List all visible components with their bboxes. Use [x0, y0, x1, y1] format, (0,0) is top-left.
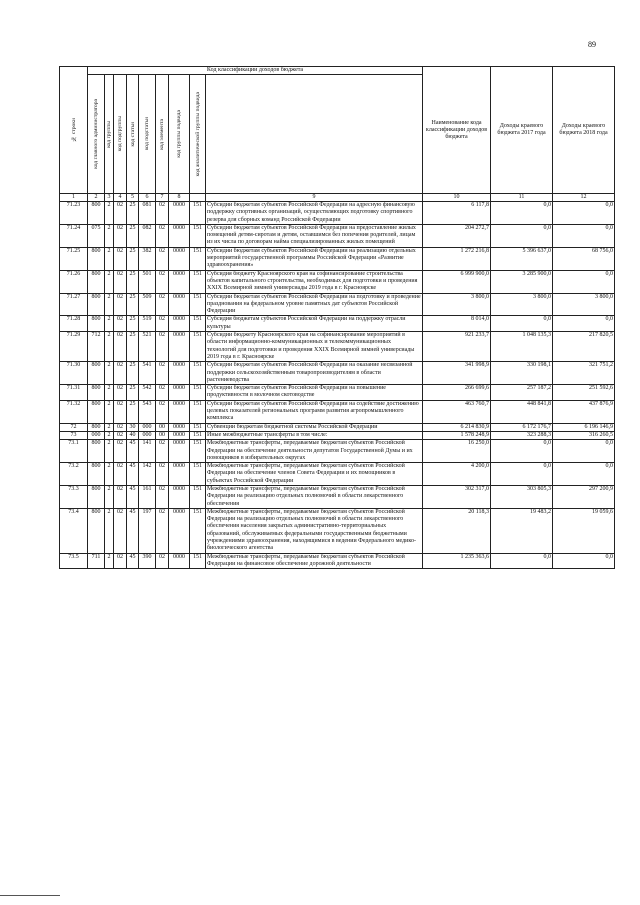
- table-body: [60, 202, 615, 569]
- admin-code: 800: [88, 247, 105, 270]
- admin-code: 800: [88, 423, 105, 431]
- revenue-2019: 0,0: [553, 316, 615, 332]
- admin-code: 800: [88, 485, 105, 508]
- revenue-2017: 6 999 900,0: [423, 270, 491, 293]
- subgroup-code: 02: [114, 400, 127, 423]
- analytic-code: 151: [190, 362, 206, 385]
- article-code: 25: [127, 293, 139, 316]
- table-row: [60, 423, 615, 431]
- col-num: 5: [127, 194, 139, 202]
- table-row: [60, 553, 615, 569]
- row-number: 73.3: [60, 485, 88, 508]
- col-num: 3: [105, 194, 114, 202]
- subgroup-code: 02: [114, 485, 127, 508]
- subarticle-code: 390: [139, 553, 156, 569]
- group-code: 2: [105, 270, 114, 293]
- row-number: 73.4: [60, 508, 88, 553]
- group-code: 2: [105, 224, 114, 247]
- element-code: 02: [156, 270, 169, 293]
- revenue-2018: 0,0: [491, 463, 553, 486]
- article-code: 45: [127, 553, 139, 569]
- revenue-name: Субсидии бюджетам субъектов Российской Федерации на оказание несвязанной поддержки сельскохозяйственным товаропроизводителям в области растениеводства: [206, 362, 423, 385]
- subarticle-code: 082: [139, 224, 156, 247]
- page-number: 89: [588, 40, 596, 49]
- header-analytic-group: код аналитической группы подвида: [190, 75, 206, 194]
- row-number: 73.5: [60, 553, 88, 569]
- table-row: [60, 270, 615, 293]
- article-code: 25: [127, 316, 139, 332]
- row-number: 71.30: [60, 362, 88, 385]
- article-code: 25: [127, 400, 139, 423]
- analytic-code: 151: [190, 431, 206, 439]
- col-num: 1: [60, 194, 88, 202]
- revenue-2017: 266 699,6: [423, 385, 491, 401]
- revenue-name: Субсидии бюджетам субъектов Российской Федерации на подготовку и проведение празднования на федеральном уровне памятных дат субъектов Российской Федерации: [207, 293, 421, 315]
- article-code: 40: [127, 431, 139, 439]
- admin-code: 800: [88, 385, 105, 401]
- analytic-code: 151: [190, 553, 206, 569]
- revenue-2018: 3 800,0: [491, 293, 553, 316]
- article-code: 25: [127, 224, 139, 247]
- revenue-2018: 0,0: [491, 553, 553, 569]
- revenue-name: Субсидии бюджетам субъектов Российской Федерации на адресную финансовую поддержку спортивных организаций, осуществляющих подготовку спортивного резерва для сборных команд Российской Федерации: [206, 202, 423, 225]
- revenue-2019: 297 200,9: [553, 485, 615, 508]
- admin-code: 000: [88, 431, 105, 439]
- col-num: [190, 194, 206, 202]
- element-code: 02: [156, 247, 169, 270]
- program-group-code: 0000: [169, 293, 190, 316]
- subarticle-code: 382: [139, 247, 156, 270]
- revenue-name: Субсидии бюджетам субъектов Российской Федерации на повышение продуктивности в молочном скотоводстве: [206, 385, 423, 401]
- col-num: 11: [491, 194, 553, 202]
- group-code: 2: [105, 431, 114, 439]
- article-code: 25: [127, 362, 139, 385]
- revenue-name: Межбюджетные трансферты, передаваемые бюджетам субъектов Российской Федерации на обеспечение деятельности депутатов Государственной Думы и их помощников в избирательных округах: [206, 440, 423, 463]
- analytic-code: 151: [190, 293, 206, 316]
- table-row: [60, 508, 615, 553]
- revenue-2019: 0,0: [553, 270, 615, 293]
- program-group-code: 0000: [169, 423, 190, 431]
- revenue-2017: 463 760,7: [423, 400, 491, 423]
- revenue-2017: 8 014,0: [423, 316, 491, 332]
- element-code: 02: [156, 202, 169, 225]
- element-code: 02: [156, 293, 169, 316]
- element-code: 02: [156, 316, 169, 332]
- row-number: 71.23: [60, 202, 88, 225]
- header-admin: код главного администратора: [88, 75, 105, 194]
- revenue-2019: 321 751,2: [553, 362, 615, 385]
- table-row: [60, 293, 615, 316]
- article-code: 45: [127, 485, 139, 508]
- admin-code: 800: [88, 316, 105, 332]
- admin-code: 800: [88, 440, 105, 463]
- element-code: 02: [156, 485, 169, 508]
- article-code: 25: [127, 385, 139, 401]
- header-2018: Доходы краевого бюджета 2018 года: [553, 67, 615, 194]
- admin-code: 075: [88, 224, 105, 247]
- admin-code: 800: [88, 463, 105, 486]
- subarticle-code: 541: [139, 362, 156, 385]
- program-group-code: 0000: [169, 362, 190, 385]
- revenue-name: Субвенции бюджетам бюджетной системы Российской Федерации: [206, 423, 423, 431]
- analytic-code: 151: [190, 332, 206, 362]
- row-number: 71.28: [60, 316, 88, 332]
- admin-code: 800: [88, 270, 105, 293]
- revenue-name: Межбюджетные трансферты, передаваемые бюджетам субъектов Российской Федерации на реализацию отдельных полномочий в области лекарственного обеспечения населения закрытых административно-территориальных образований, обслуживаемых федеральными государственными бюджетными учреждениями здравоохранения, находящимися в ведении Федерального медико-биологического агентства: [206, 508, 423, 553]
- group-code: 2: [105, 485, 114, 508]
- program-group-code: 0000: [169, 224, 190, 247]
- element-code: 02: [156, 332, 169, 362]
- element-code: 02: [156, 553, 169, 569]
- revenue-2018: 1 048 135,3: [491, 332, 553, 362]
- analytic-code: 151: [190, 270, 206, 293]
- subgroup-code: 02: [114, 463, 127, 486]
- subarticle-code: 081: [139, 202, 156, 225]
- subgroup-code: 02: [114, 508, 127, 553]
- subgroup-code: 02: [114, 385, 127, 401]
- subgroup-code: 02: [114, 293, 127, 316]
- table-row: [60, 385, 615, 401]
- program-group-code: 0000: [169, 332, 190, 362]
- group-code: 2: [105, 463, 114, 486]
- subarticle-code: 000: [139, 423, 156, 431]
- subgroup-code: 02: [114, 247, 127, 270]
- table-row: [60, 440, 615, 463]
- revenue-2018: 330 198,1: [491, 362, 553, 385]
- revenue-2017: 1 272 216,8: [423, 247, 491, 270]
- program-group-code: 0000: [169, 553, 190, 569]
- analytic-code: 151: [190, 463, 206, 486]
- revenue-name: Субсидии бюджетам субъектов Российской Федерации на предоставление жилых помещений детям-сиротам и детям, оставшимся без попечения родителей, лицам из их числа по договорам найма специализированных жилых помещений: [206, 224, 423, 247]
- revenue-2017: 6 117,8: [423, 202, 491, 225]
- program-group-code: 0000: [169, 431, 190, 439]
- group-code: 2: [105, 508, 114, 553]
- subgroup-code: 02: [114, 332, 127, 362]
- admin-code: 800: [88, 400, 105, 423]
- group-code: 2: [105, 385, 114, 401]
- col-num: 2: [88, 194, 105, 202]
- revenue-2018: 303 805,3: [491, 485, 553, 508]
- col-num: 10: [423, 194, 491, 202]
- revenue-2017: 341 998,9: [423, 362, 491, 385]
- revenue-2019: 0,0: [553, 202, 615, 225]
- group-code: 2: [105, 293, 114, 316]
- header-codes-group: Код классификации доходов бюджета: [88, 67, 423, 75]
- revenue-2018: 6 172 176,7: [491, 423, 553, 431]
- table-row: [60, 316, 615, 332]
- revenue-name: Межбюджетные трансферты, передаваемые бюджетам субъектов Российской Федерации на реализацию отдельных полномочий в области лекарственного обеспечения: [206, 485, 423, 508]
- revenue-2017: 20 118,3: [423, 508, 491, 553]
- analytic-code: 151: [190, 247, 206, 270]
- subgroup-code: 02: [114, 362, 127, 385]
- element-code: 00: [156, 431, 169, 439]
- table-row: [60, 224, 615, 247]
- table-row: [60, 247, 615, 270]
- element-code: 02: [156, 362, 169, 385]
- revenue-2018: 5 396 637,0: [491, 247, 553, 270]
- row-number: 73.2: [60, 463, 88, 486]
- revenue-2018: 323 288,3: [491, 431, 553, 439]
- analytic-code: 151: [190, 316, 206, 332]
- subgroup-code: 02: [114, 316, 127, 332]
- revenue-2019: 6 196 146,9: [553, 423, 615, 431]
- revenue-name: Субсидии бюджетам субъектов Российской Федерации на реализацию отдельных мероприятий государственной программы Российской Федерации «Развитие здравоохранения»: [206, 247, 423, 270]
- revenue-name: Межбюджетные трансферты, передаваемые бюджетам субъектов Российской Федерации на обеспечение членов Совета Федерации и их помощников в субъектах Российской Федерации: [206, 463, 423, 486]
- program-group-code: 0000: [169, 400, 190, 423]
- header-blank: [206, 75, 423, 194]
- row-number: 71.26: [60, 270, 88, 293]
- budget-revenue-table: [59, 66, 615, 569]
- revenue-2019: 0,0: [553, 463, 615, 486]
- article-code: 45: [127, 508, 139, 553]
- subgroup-code: 02: [114, 224, 127, 247]
- row-number: 72: [60, 423, 88, 431]
- table-row: [60, 400, 615, 423]
- element-code: 02: [156, 463, 169, 486]
- revenue-2017: 3 800,0: [423, 293, 491, 316]
- header-program-group: код группы подвида: [169, 75, 190, 194]
- revenue-2019: 217 820,5: [553, 332, 615, 362]
- revenue-name: Субсидия бюджету Красноярского края на софинансирование строительства объектов капитального строительства, необходимых для подготовки и проведения XXIX Всемирной зимней универсиады 2019 года в г. Красноярске: [206, 270, 423, 293]
- header-row-no: № строки: [60, 67, 88, 194]
- group-code: 2: [105, 423, 114, 431]
- group-code: 2: [105, 400, 114, 423]
- revenue-2018: 3 285 900,0: [491, 270, 553, 293]
- analytic-code: 151: [190, 485, 206, 508]
- subgroup-code: 02: [114, 553, 127, 569]
- program-group-code: 0000: [169, 270, 190, 293]
- revenue-2017: 921 233,7: [423, 332, 491, 362]
- revenue-2018: 0,0: [491, 224, 553, 247]
- analytic-code: 151: [190, 440, 206, 463]
- revenue-2017: 4 200,0: [423, 463, 491, 486]
- analytic-code: 151: [190, 508, 206, 553]
- table-row: [60, 202, 615, 225]
- program-group-code: 0000: [169, 202, 190, 225]
- header-2017: Доходы краевого бюджета 2017 года: [491, 67, 553, 194]
- revenue-2018: 448 841,8: [491, 400, 553, 423]
- program-group-code: 0000: [169, 508, 190, 553]
- element-code: 02: [156, 508, 169, 553]
- subarticle-code: 519: [139, 316, 156, 332]
- revenue-2019: 0,0: [553, 440, 615, 463]
- row-number: 71.25: [60, 247, 88, 270]
- article-code: 25: [127, 202, 139, 225]
- subarticle-code: 161: [139, 485, 156, 508]
- analytic-code: 151: [190, 400, 206, 423]
- subgroup-code: 02: [114, 440, 127, 463]
- revenue-2017: 1 235 363,6: [423, 553, 491, 569]
- revenue-2018: 0,0: [491, 440, 553, 463]
- group-code: 2: [105, 202, 114, 225]
- subarticle-code: 141: [139, 440, 156, 463]
- revenue-2017: 6 214 830,9: [423, 423, 491, 431]
- revenue-2019: 437 876,9: [553, 400, 615, 423]
- analytic-code: 151: [190, 423, 206, 431]
- subarticle-code: 197: [139, 508, 156, 553]
- revenue-name: Иные межбюджетные трансферты в том числе:: [206, 431, 423, 439]
- element-code: 02: [156, 385, 169, 401]
- header-article: код статьи: [127, 75, 139, 194]
- revenue-2019: 68 756,0: [553, 247, 615, 270]
- table-row: [60, 431, 615, 439]
- column-number-row: [60, 194, 615, 202]
- element-code: 02: [156, 400, 169, 423]
- table-row: [60, 463, 615, 486]
- group-code: 2: [105, 247, 114, 270]
- revenue-2019: 0,0: [553, 553, 615, 569]
- revenue-2018: 0,0: [491, 316, 553, 332]
- subarticle-code: 521: [139, 332, 156, 362]
- revenue-2017: 302 317,0: [423, 485, 491, 508]
- article-code: 30: [127, 423, 139, 431]
- revenue-2019: 0,0: [553, 224, 615, 247]
- revenue-2017: 204 272,7: [423, 224, 491, 247]
- admin-code: 800: [88, 362, 105, 385]
- row-number: 71.31: [60, 385, 88, 401]
- subgroup-code: 02: [114, 431, 127, 439]
- col-num: 8: [169, 194, 190, 202]
- admin-code: 800: [88, 293, 105, 316]
- subarticle-code: 142: [139, 463, 156, 486]
- program-group-code: 0000: [169, 385, 190, 401]
- article-code: 25: [127, 247, 139, 270]
- admin-code: 800: [88, 202, 105, 225]
- admin-code: 711: [88, 553, 105, 569]
- row-number: 73: [60, 431, 88, 439]
- subarticle-code: 509: [139, 293, 156, 316]
- col-num: 6: [139, 194, 156, 202]
- header-subgroup: код подгруппы: [114, 75, 127, 194]
- revenue-name: Субсидия бюджетам субъектов Российской Федерации на поддержку отрасли культуры: [206, 316, 423, 332]
- table-row: [60, 362, 615, 385]
- group-code: 2: [105, 553, 114, 569]
- revenue-2018: 257 187,2: [491, 385, 553, 401]
- row-number: 71.29: [60, 332, 88, 362]
- group-code: 2: [105, 440, 114, 463]
- revenue-2019: 19 059,6: [553, 508, 615, 553]
- subarticle-code: 000: [139, 431, 156, 439]
- col-num: 4: [114, 194, 127, 202]
- header-subarticle: код подстатьи: [139, 75, 156, 194]
- revenue-2019: 3 800,0: [553, 293, 615, 316]
- col-num: 9: [206, 194, 423, 202]
- analytic-code: 151: [190, 385, 206, 401]
- article-code: 25: [127, 270, 139, 293]
- revenue-name: Субсидии бюджетам субъектов Российской Федерации на содействие достижению целевых показателей региональных программ развития агропромышленного комплекса: [206, 400, 423, 423]
- element-code: 02: [156, 224, 169, 247]
- revenue-2019: 251 592,6: [553, 385, 615, 401]
- row-number: 73.1: [60, 440, 88, 463]
- group-code: 2: [105, 362, 114, 385]
- admin-code: 800: [88, 508, 105, 553]
- subarticle-code: 542: [139, 385, 156, 401]
- element-code: 00: [156, 423, 169, 431]
- revenue-2018: 0,0: [491, 202, 553, 225]
- element-code: 02: [156, 440, 169, 463]
- revenue-name: Межбюджетные трансферты, передаваемые бюджетам субъектов Российской Федерации на финансовое обеспечение дорожной деятельности: [206, 553, 423, 569]
- revenue-name: Субсидии бюджету Красноярского края на софинансирование мероприятий в области информационно-коммуникационных и телекоммуникационных технологий для подготовки и проведения XXIX Всемирной зимней универсиады 2019 года в г. Красноярске: [206, 332, 423, 362]
- subarticle-code: 501: [139, 270, 156, 293]
- subgroup-code: 02: [114, 423, 127, 431]
- analytic-code: 151: [190, 202, 206, 225]
- admin-code: 712: [88, 332, 105, 362]
- row-number: 71.27: [60, 293, 88, 316]
- group-code: 2: [105, 316, 114, 332]
- subarticle-code: 543: [139, 400, 156, 423]
- col-num: 12: [553, 194, 615, 202]
- revenue-2019: 316 260,5: [553, 431, 615, 439]
- scan-edge-line: [0, 895, 60, 896]
- revenue-2017: 1 578 248,9: [423, 431, 491, 439]
- group-code: 2: [105, 332, 114, 362]
- table-row: [60, 332, 615, 362]
- program-group-code: 0000: [169, 316, 190, 332]
- program-group-code: 0000: [169, 485, 190, 508]
- subgroup-code: 02: [114, 202, 127, 225]
- article-code: 45: [127, 463, 139, 486]
- article-code: 25: [127, 332, 139, 362]
- header-group: код группы: [105, 75, 114, 194]
- table-row: [60, 485, 615, 508]
- article-code: 45: [127, 440, 139, 463]
- col-num: 7: [156, 194, 169, 202]
- header-name: Наименование кода классификации доходов бюджета: [423, 67, 491, 194]
- program-group-code: 0000: [169, 440, 190, 463]
- row-number: 71.32: [60, 400, 88, 423]
- revenue-2018: 19 483,2: [491, 508, 553, 553]
- program-group-code: 0000: [169, 463, 190, 486]
- analytic-code: 151: [190, 224, 206, 247]
- revenue-2017: 16 250,0: [423, 440, 491, 463]
- program-group-code: 0000: [169, 247, 190, 270]
- header-element: код элемента: [156, 75, 169, 194]
- subgroup-code: 02: [114, 270, 127, 293]
- row-number: 71.24: [60, 224, 88, 247]
